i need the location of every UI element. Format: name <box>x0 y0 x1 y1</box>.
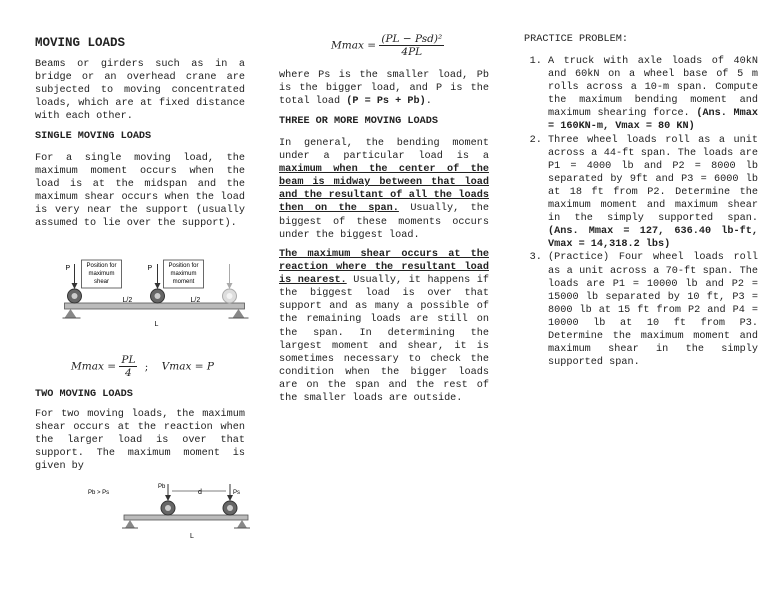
list-item: 1. A truck with axle loads of 40kN and 60kN on a wheel base of 5 m rolls across a 10-m span. Compute the maximum bending moment and maximum shearing force. (Ans. Mmax = 160KN-m, Vmax = 80 KN) <box>548 55 758 134</box>
single-load-formula: Mmax = $\frac{PL}{4}$ ; Vmax = P <box>71 354 214 379</box>
two-load-diagram <box>65 480 275 542</box>
where-paragraph: where Ps is the smaller load, Pb is the bigger load, and P is the total load (P = Ps + Pb). <box>279 70 489 108</box>
practice-list <box>524 55 758 369</box>
spacing-label: d <box>198 489 202 496</box>
list-item: 3. (Practice) Four wheel loads roll as a unit across a 70-ft span. The loads are P1 = 10000 lb and P2 = 15000 lb separated by 10 ft, P3 = 8000 lb at 15 ft from P2 and P4 = 10000 lb at 10 ft from P3. Determine the maximum moment and maximum shear in the simply supported span. <box>548 251 758 369</box>
beam <box>124 515 248 520</box>
svg-text:maximum: maximum <box>88 271 115 277</box>
intro-paragraph: Beams or girders such as in a bridge or an overhead crane are subjected to moving concentrated loads, which are at fixed distance with each other. <box>35 59 245 123</box>
right-support <box>233 309 245 318</box>
svg-text:maximum: maximum <box>170 271 197 277</box>
load-label-middle: P <box>147 265 153 272</box>
span-label: L <box>154 321 159 328</box>
page-title: MOVING LOADS <box>35 36 126 50</box>
three-loads-heading: THREE OR MORE MOVING LOADS <box>279 116 438 127</box>
load-label-left: P <box>65 265 71 272</box>
single-load-diagram <box>55 256 265 328</box>
load-label-small: Ps <box>233 490 241 496</box>
single-loads-heading: SINGLE MOVING LOADS <box>35 131 152 142</box>
svg-text:shear: shear <box>93 279 110 285</box>
load-condition: Pb > Ps <box>88 490 110 496</box>
half-span-right: L/2 <box>190 297 201 304</box>
single-loads-paragraph: For a single moving load, the maximum moment occurs when the load is at the midspan and the maximum shear occurs when the load is very near the support (usually assumed to lie over the support). <box>35 153 245 230</box>
left-support <box>65 309 77 318</box>
two-loads-paragraph: For two moving loads, the maximum shear occurs at the reaction when the larger load is over that support. The maximum moment is given by <box>35 409 245 473</box>
load-label-big: Pb <box>158 484 166 490</box>
list-item: 2. Three wheel loads roll as a unit across a 44-ft span. The loads are P1 = 4000 lb and P2 = 8000 lb separated by 9ft and P3 = 6000 lb at 18 ft from P2. Determine the maximum moment and maximum shear in the simply supported span. (Ans. Mmax = 127, 636.40 lb-ft, Vmax = 14,318.2 lbs) <box>548 134 758 252</box>
span-label: L <box>190 533 194 540</box>
practice-heading: PRACTICE PROBLEM: <box>524 34 628 45</box>
half-span-left: L/2 <box>122 297 133 304</box>
two-load-formula: Mmax = $\frac{\text{(PL − Psd)²}}{4PL}$ <box>331 33 443 58</box>
svg-text:moment: moment <box>172 279 195 285</box>
svg-text:Position for: Position for <box>86 263 117 269</box>
three-loads-paragraph: In general, the bending moment under a particular load is a maximum when the center of the beam is midway between that load and the resultant of all the loads then on the span. Usually, the biggest of these moments occurs under the biggest load. <box>279 138 489 241</box>
max-shear-paragraph: The maximum shear occurs at the reaction where the resultant load is nearest. Usually, it happens if the biggest load is over that support and as many a possible of the remaining loads are still on the span. In determining the largest moment and shear, it is sometimes necessary to check the condition when the bigger loads are on the span and the rest of the smaller loads are outside. <box>279 249 489 405</box>
svg-text:Position for: Position for <box>168 263 199 269</box>
two-loads-heading: TWO MOVING LOADS <box>35 389 133 400</box>
beam <box>65 303 245 309</box>
